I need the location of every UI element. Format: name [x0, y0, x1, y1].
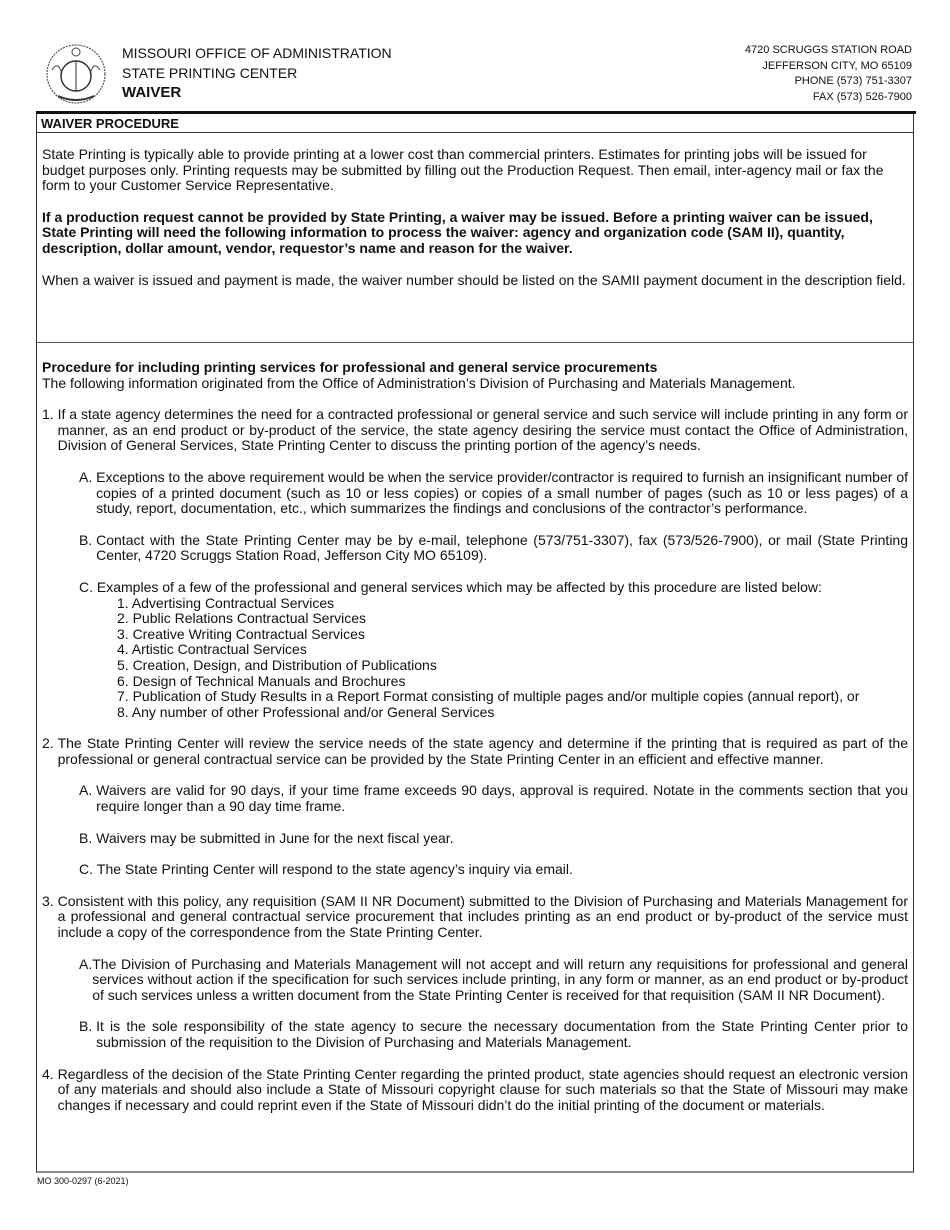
item-text: Waivers are valid for 90 days, if your time frame exceeds 90 days, approval is required. Notate in the comments section that you require longer than a 90 day time frame.	[96, 782, 908, 815]
item-1c	[42, 580, 908, 596]
item-number: B.	[79, 531, 93, 548]
item-2b	[42, 831, 908, 847]
form-title: WAIVER	[122, 84, 182, 101]
dept-name: STATE PRINTING CENTER	[122, 65, 298, 81]
list-item: 2. Public Relations Contractual Services	[117, 610, 367, 627]
item-number: B.	[79, 829, 93, 846]
address-street: 4720 SCRUGGS STATION ROAD	[744, 44, 912, 56]
item-number: C.	[79, 578, 93, 595]
item-number: C.	[79, 861, 93, 878]
procedure-section	[36, 343, 914, 1173]
list-item: 4. Artistic Contractual Services	[117, 641, 307, 658]
item-3a	[42, 957, 908, 1004]
item-number: B.	[79, 1018, 93, 1035]
item-text: Examples of a few of the professional and general services which may be affected by this procedure are listed below:	[96, 578, 822, 595]
procedure-heading: Procedure for including printing services for professional and general service procurements	[42, 359, 658, 375]
procedure-subheading: The following information originated from the Office of Administration’s Division of Purchasing and Materials Management.	[42, 374, 796, 391]
item-number: A.	[79, 955, 93, 972]
item-4	[42, 1067, 908, 1114]
item-text: Consistent with this policy, any requisition (SAM II NR Document) submitted to the Division of Purchasing and Materials Management for a professional and general contractual service procurement that includes printing as an end product or by-product of the service must include a copy of the correspondence from the State Printing Center.	[57, 892, 908, 941]
item-number: 1.	[42, 406, 54, 423]
address-fax: FAX (573) 526-7900	[812, 90, 912, 103]
list-item: 6. Design of Technical Manuals and Brochures	[117, 672, 406, 689]
intro-section	[36, 133, 914, 343]
form-number: MO 300-0297 (6-2021)	[37, 1176, 129, 1186]
intro-paragraph: State Printing is typically able to provide printing at a lower cost than commercial printers. Estimates for printing jobs will be issued for budget purposes only. Printing requests may be submitted by filling out the Production Request. Then email, inter-agency mail or fax the form to your Customer Service Representative.	[42, 146, 884, 194]
item-2	[42, 736, 908, 767]
item-1b	[42, 533, 908, 564]
item-number: A.	[79, 782, 93, 799]
item-text: Regardless of the decision of the State Printing Center regarding the printed product, state agencies should request an electronic version of any materials and should also include a State of Missouri copyright clause for such materials so that the State of Missouri may make changes if necessary and could reprint even if the State of Missouri didn’t do the initial printing of the document or materials.	[57, 1065, 908, 1113]
item-number: A.	[79, 468, 93, 485]
list-item: 7. Publication of Study Results in a Report Format consisting of multiple pages and/or multiple copies (annual report), or	[117, 688, 860, 705]
address-block	[745, 43, 912, 105]
list-item: 5. Creation, Design, and Distribution of Publications	[117, 656, 437, 673]
item-2c	[42, 862, 908, 878]
list-item: 3. Creative Writing Contractual Services	[117, 625, 365, 642]
item-text: The Division of Purchasing and Materials Management will not accept and will return any requisitions for professional and general services without action if the specification for such services include printing, in any form or manner, as an end product or by-product of such services unless a written document from the State Printing Center is received for that requisition (SAM II NR Document).	[92, 955, 908, 1003]
item-text: The State Printing Center will respond to the state agency’s inquiry via email.	[96, 861, 573, 878]
missouri-state-seal-icon	[44, 40, 108, 108]
item-2a	[42, 783, 908, 814]
list-item: 1. Advertising Contractual Services	[117, 594, 335, 611]
item-text: Waivers may be submitted in June for the next fiscal year.	[96, 829, 454, 846]
item-1a	[42, 470, 908, 517]
address-phone: PHONE (573) 751-3307	[794, 75, 912, 87]
intro-paragraph: When a waiver is issued and payment is made, the waiver number should be listed on the SAMII payment document in the description field.	[42, 271, 906, 288]
intro-bold-paragraph: If a production request cannot be provided by State Printing, a waiver may be issued. Before a printing waiver can be issued, State Printing will need the following information to process the waiver: agency and organization code (SAM II), quantity, description, dollar amount, vendor, requestor’s name and reason for the waiver.	[42, 208, 873, 256]
item-number: 2.	[42, 735, 54, 752]
item-text: If a state agency determines the need for a contracted professional or general service and such service will include printing in any form or manner, as an end product or by-product of the service, the state agency desiring the service must contact the Office of Administration, Division of General Services, State Printing Center to discuss the printing portion of the agency’s needs.	[57, 406, 908, 454]
item-number: 3.	[42, 892, 54, 909]
item-3	[42, 894, 908, 941]
item-1	[42, 407, 908, 454]
list-item: 8. Any number of other Professional and/or General Services	[117, 703, 495, 720]
item-text: It is the sole responsibility of the state agency to secure the necessary documentation from the State Printing Center prior to submission of the requisition to the Division of Purchasing and Materials Management.	[96, 1018, 908, 1050]
org-name: MISSOURI OFFICE OF ADMINISTRATION	[122, 45, 392, 61]
item-text: Contact with the State Printing Center may be by e-mail, telephone (573/751-3307), fax (573/526-7900), or mail (State Printing Center, 4720 Scruggs Station Road, Jefferson City MO 65109).	[96, 531, 908, 564]
services-list	[42, 596, 908, 721]
item-3b	[42, 1019, 908, 1050]
item-text: Exceptions to the above requirement would be when the service provider/contractor is required to furnish an insignificant number of copies of a printed document (such as 10 or less copies) or copies of a small number of pages (such as 10 or less pages) of a study, report, documentation, etc., which summarizes the findings and conclusions of the contractor’s performance.	[96, 468, 908, 517]
item-text: The State Printing Center will review the service needs of the state agency and determine if the printing that is required as part of the professional or general contractual service can be provided by the State Printing Center in an efficient and effective manner.	[57, 735, 908, 767]
address-city: JEFFERSON CITY, MO 65109	[762, 59, 912, 72]
section-label: WAIVER PROCEDURE	[36, 114, 914, 133]
item-number: 4.	[42, 1065, 54, 1082]
